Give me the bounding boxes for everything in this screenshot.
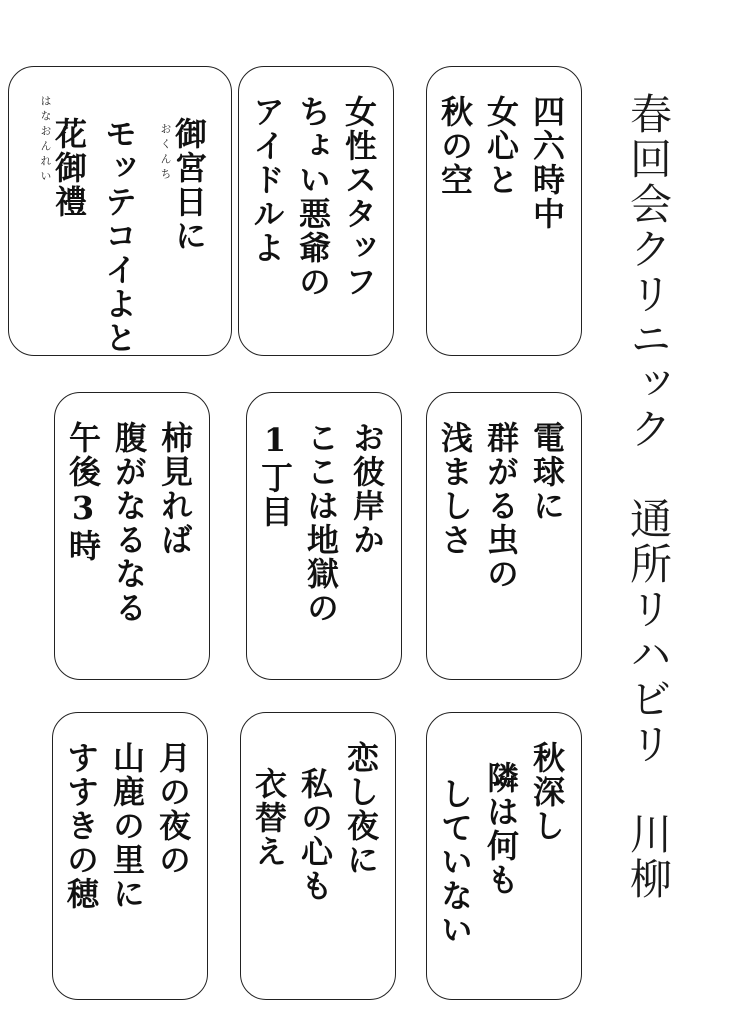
poem-line-with-ruby bbox=[153, 95, 208, 355]
page-title-text: 春回会クリニック 通所リハビリ 川柳 bbox=[624, 92, 673, 902]
poem-line-with-ruby bbox=[33, 95, 88, 355]
poem-card-9 bbox=[52, 712, 208, 1000]
poem-line: 午後3時 bbox=[64, 421, 102, 563]
poem-line: 秋深し bbox=[528, 741, 566, 843]
poem-line: 秋の空 bbox=[436, 95, 474, 197]
poem-line: 浅ましさ bbox=[436, 421, 474, 557]
poem-card-8 bbox=[240, 712, 396, 1000]
page-title bbox=[612, 92, 684, 922]
poem-line: 柿見れば bbox=[156, 421, 194, 557]
poem-line: していない bbox=[436, 777, 474, 947]
poem-line: 群がる虫の bbox=[482, 421, 520, 591]
poem-line: 女性スタッフ bbox=[340, 95, 378, 299]
poem-line: アイドルよ bbox=[248, 95, 286, 265]
poem-line: 月の夜の bbox=[154, 741, 192, 877]
poem-card-2 bbox=[238, 66, 394, 356]
poem-line: 腹がなるなる bbox=[110, 421, 148, 625]
poem-card-5 bbox=[246, 392, 402, 680]
poem-line: 御宮日に bbox=[170, 117, 208, 253]
poem-line: 四六時中 bbox=[528, 95, 566, 231]
poem-line: 衣替え bbox=[250, 767, 288, 869]
poem-line: 山鹿の里に bbox=[108, 741, 146, 911]
poem-line: すすきの穂 bbox=[62, 741, 100, 911]
poem-line: 花御禮 bbox=[50, 117, 88, 219]
poem-line: ちょい悪爺の bbox=[294, 95, 332, 299]
poem-line: ここは地獄の bbox=[302, 421, 340, 625]
poem-line: 恋し夜に bbox=[342, 741, 380, 877]
poem-line: 電球に bbox=[528, 421, 566, 523]
poem-line: モッテコイよと bbox=[100, 117, 138, 355]
poem-line: 私の心も bbox=[296, 767, 334, 903]
poem-line: 女心と bbox=[482, 95, 520, 197]
poem-ruby: はなおんれい bbox=[39, 95, 52, 185]
poem-card-3 bbox=[8, 66, 232, 356]
poem-card-4 bbox=[426, 392, 582, 680]
poem-card-7 bbox=[426, 712, 582, 1000]
poem-card-1 bbox=[426, 66, 582, 356]
poem-line: 隣は何も bbox=[482, 761, 520, 897]
poem-line: 1丁目 bbox=[256, 421, 294, 529]
poem-line: お彼岸か bbox=[348, 421, 386, 557]
poem-ruby: おくんち bbox=[159, 123, 172, 183]
poem-card-6 bbox=[54, 392, 210, 680]
